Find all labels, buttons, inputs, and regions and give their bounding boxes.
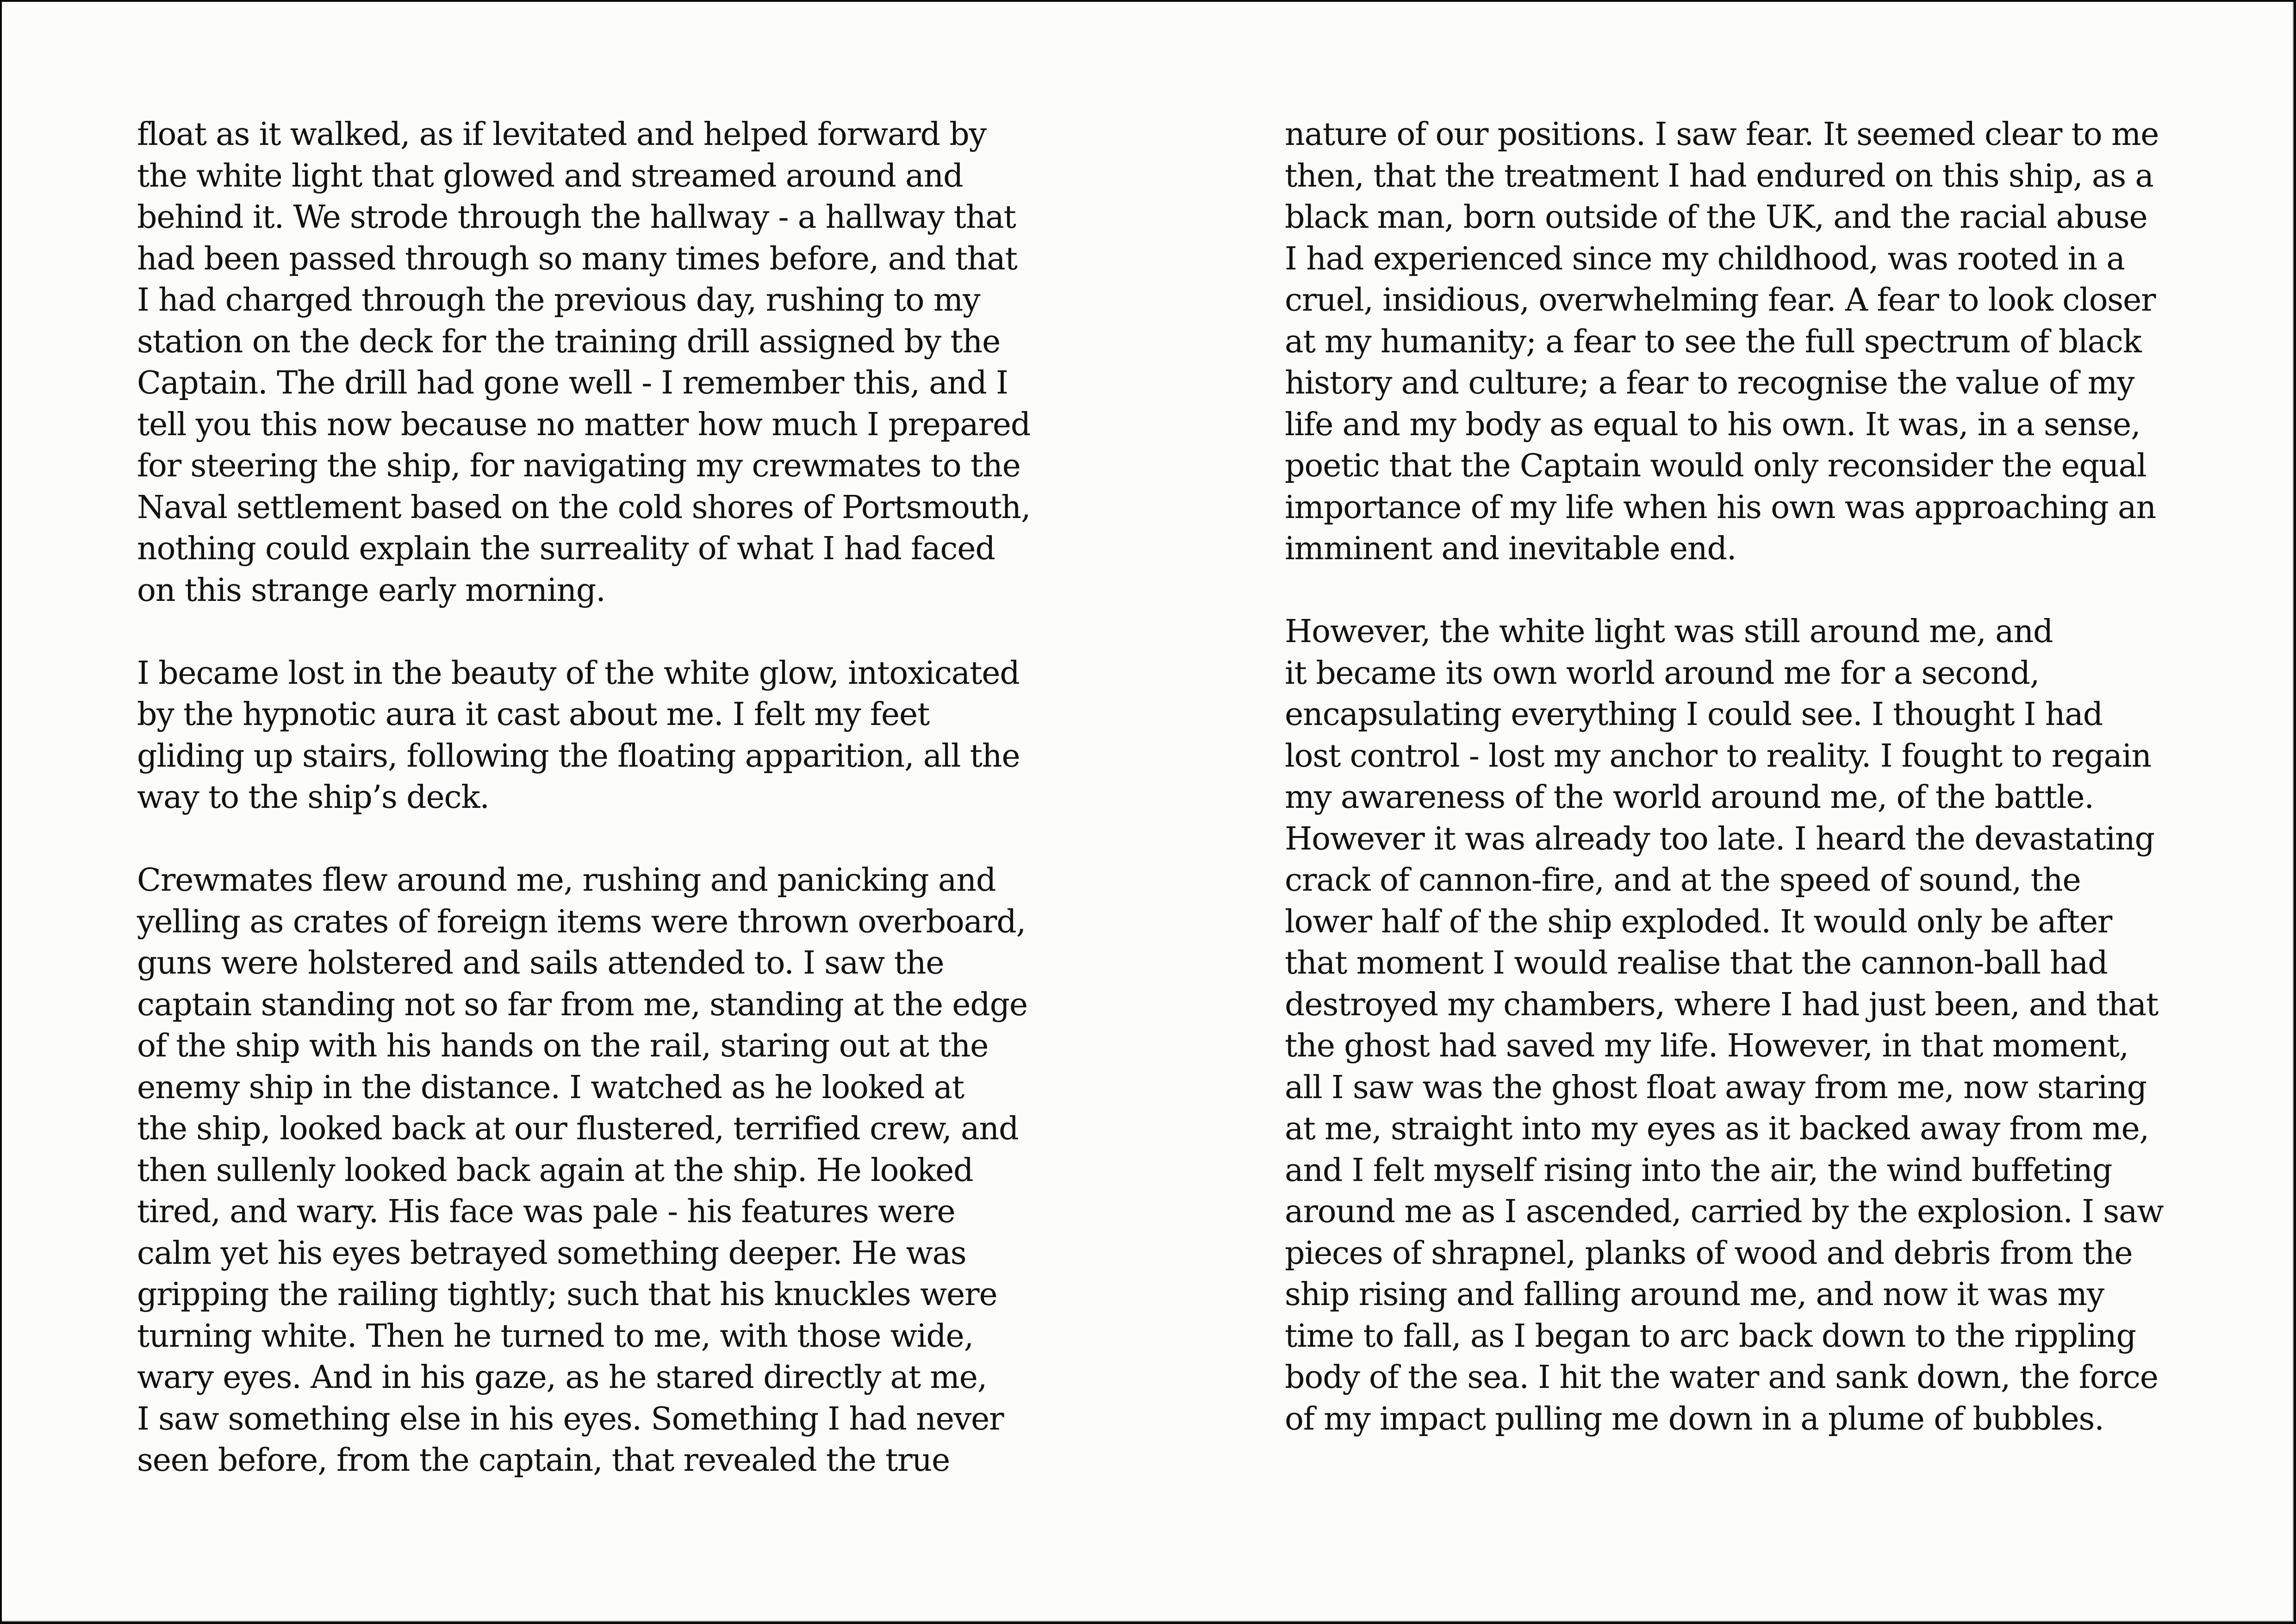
text-line: at me, straight into my eyes as it backed away from me,: [1285, 1111, 2149, 1147]
text-line: then sullenly looked back again at the ship. He looked: [137, 1152, 973, 1189]
right-page-column: [1285, 114, 2173, 1481]
text-line: life and my body as equal to his own. It was, in a sense,: [1285, 406, 2140, 443]
text-line: pieces of shrapnel, planks of wood and debris from the: [1285, 1235, 2133, 1272]
text-line: ship rising and falling around me, and now it was my: [1285, 1276, 2104, 1313]
text-line: nature of our positions. I saw fear. It seemed clear to me: [1285, 116, 2159, 153]
text-line: body of the sea. I hit the water and sank down, the force: [1285, 1359, 2158, 1396]
text-line: history and culture; a fear to recognise the value of my: [1285, 365, 2134, 401]
text-line: yelling as crates of foreign items were thrown overboard,: [137, 903, 1026, 940]
text-line: lower half of the ship exploded. It would only be after: [1285, 903, 2112, 940]
text-line: gripping the railing tightly; such that his knuckles were: [137, 1276, 997, 1313]
text-line: the ghost had saved my life. However, in that moment,: [1285, 1028, 2129, 1064]
text-line: way to the ship’s deck.: [137, 779, 489, 816]
text-line: tell you this now because no matter how much I prepared: [137, 406, 1031, 443]
paragraph: [137, 860, 1026, 1481]
text-line: time to fall, as I began to arc back down to the rippling: [1285, 1318, 2136, 1355]
text-line: and I felt myself rising into the air, the wind buffeting: [1285, 1152, 2112, 1189]
text-line: around me as I ascended, carried by the explosion. I saw: [1285, 1193, 2164, 1230]
text-line: tired, and wary. His face was pale - his features were: [137, 1193, 955, 1230]
text-line: imminent and inevitable end.: [1285, 531, 1736, 567]
text-line: of my impact pulling me down in a plume of bubbles.: [1285, 1400, 2104, 1437]
paragraph: [1285, 114, 2173, 570]
text-line: lost control - lost my anchor to reality. I fought to regain: [1285, 737, 2151, 775]
text-line: Naval settlement based on the cold shores of Portsmouth,: [137, 489, 1031, 526]
text-line: guns were holstered and sails attended to. I saw the: [137, 945, 944, 981]
text-line: enemy ship in the distance. I watched as he looked at: [137, 1069, 964, 1106]
text-line: by the hypnotic aura it cast about me. I felt my feet: [137, 696, 930, 733]
text-line: then, that the treatment I had endured on this ship, as a: [1285, 157, 2153, 194]
text-line: I became lost in the beauty of the white glow, intoxicated: [137, 655, 1020, 692]
text-line: for steering the ship, for navigating my crewmates to the: [137, 448, 1020, 484]
text-line: captain standing not so far from me, standing at the edge: [137, 986, 1027, 1023]
text-line: seen before, from the captain, that revealed the true: [137, 1442, 950, 1479]
text-line: turning white. Then he turned to me, with those wide,: [137, 1318, 973, 1355]
text-line: crack of cannon-fire, and at the speed of sound, the: [1285, 862, 2081, 899]
text-line: encapsulating everything I could see. I thought I had: [1285, 696, 2103, 733]
text-line: I saw something else in his eyes. Something I had never: [137, 1400, 1004, 1437]
text-line: gliding up stairs, following the floating apparition, all the: [137, 737, 1020, 775]
text-line: However it was already too late. I heard the devastating: [1285, 820, 2154, 857]
text-line: at my humanity; a fear to see the full spectrum of black: [1285, 323, 2141, 360]
text-line: that moment I would realise that the cannon-ball had: [1285, 945, 2108, 981]
paragraph: [1285, 611, 2173, 1440]
text-line: cruel, insidious, overwhelming fear. A fear to look closer: [1285, 282, 2156, 319]
text-line: all I saw was the ghost float away from me, now staring: [1285, 1069, 2147, 1106]
text-line: However, the white light was still around me, and: [1285, 613, 2053, 650]
text-line: the ship, looked back at our flustered, terrified crew, and: [137, 1111, 1019, 1147]
text-line: my awareness of the world around me, of the battle.: [1285, 779, 2094, 816]
left-page-column: [137, 114, 1031, 1523]
text-line: Captain. The drill had gone well - I remember this, and I: [137, 365, 1008, 401]
text-line: black man, born outside of the UK, and the racial abuse: [1285, 199, 2147, 236]
text-line: Crewmates flew around me, rushing and panicking and: [137, 862, 996, 899]
text-line: had been passed through so many times before, and that: [137, 240, 1017, 277]
text-line: I had experienced since my childhood, was rooted in a: [1285, 240, 2125, 277]
text-line: the white light that glowed and streamed around and: [137, 157, 963, 194]
text-line: calm yet his eyes betrayed something deeper. He was: [137, 1235, 966, 1272]
text-line: importance of my life when his own was approaching an: [1285, 489, 2156, 526]
text-line: float as it walked, as if levitated and helped forward by: [137, 116, 986, 153]
book-spread: [2, 2, 2294, 1622]
paragraph: [137, 114, 1031, 611]
text-line: poetic that the Captain would only reconsider the equal: [1285, 448, 2147, 484]
text-line: I had charged through the previous day, rushing to my: [137, 282, 980, 319]
text-line: wary eyes. And in his gaze, as he stared directly at me,: [137, 1359, 987, 1396]
text-line: behind it. We strode through the hallway - a hallway that: [137, 199, 1016, 236]
text-line: of the ship with his hands on the rail, staring out at the: [137, 1028, 989, 1064]
text-line: destroyed my chambers, where I had just been, and that: [1285, 986, 2159, 1023]
text-line: on this strange early morning.: [137, 572, 605, 609]
paragraph: [137, 653, 1026, 818]
text-line: station on the deck for the training drill assigned by the: [137, 323, 1001, 360]
text-line: it became its own world around me for a second,: [1285, 655, 2040, 692]
text-line: nothing could explain the surreality of what I had faced: [137, 531, 995, 567]
